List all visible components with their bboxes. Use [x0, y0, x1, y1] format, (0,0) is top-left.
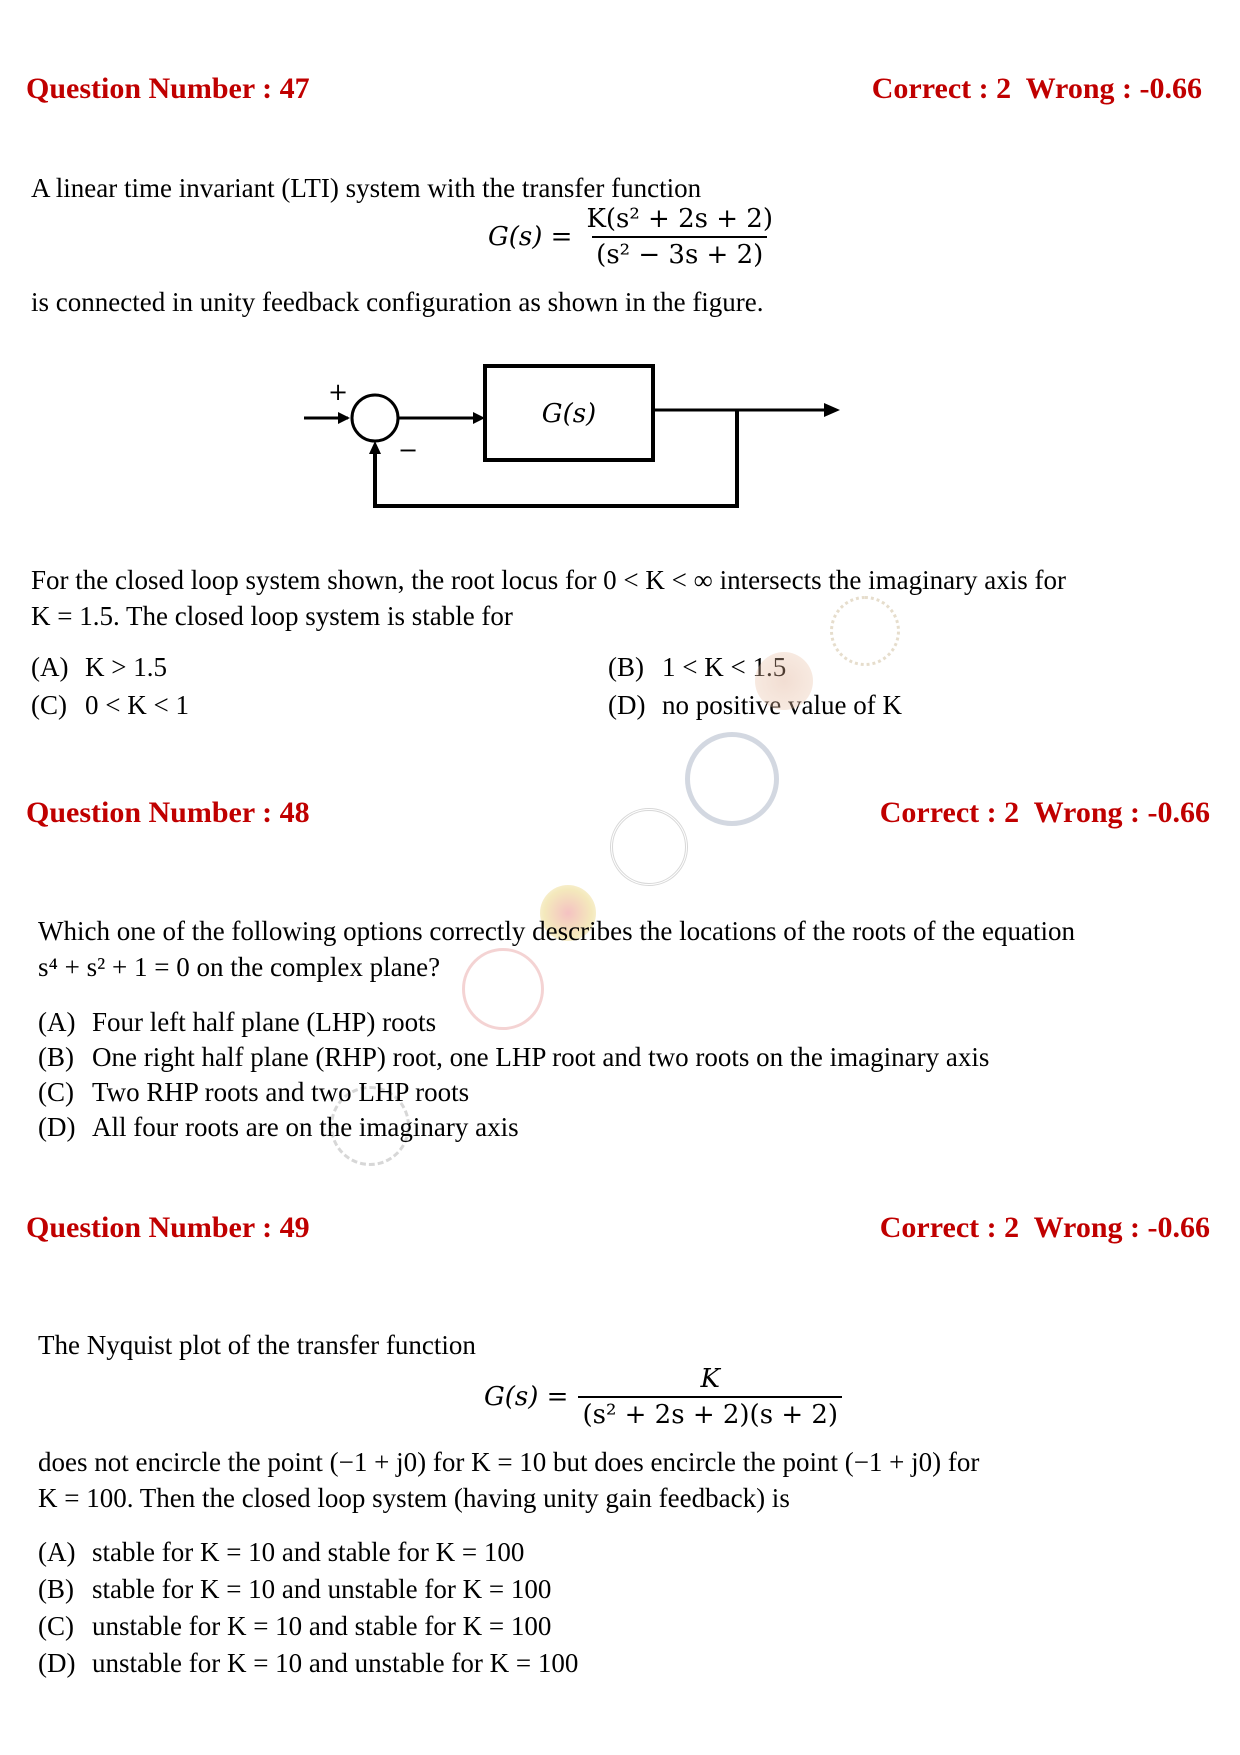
question-body-line-1: For the closed loop system shown, the root locus for 0 < K < ∞ intersects the imaginary axis for: [31, 565, 1067, 595]
marking-scheme: [880, 1211, 1210, 1245]
option-text: All four roots are on the imaginary axis: [92, 1112, 519, 1142]
question-intro: The Nyquist plot of the transfer function: [38, 1330, 476, 1360]
question-body-line-2: K = 1.5. The closed loop system is stable for: [31, 601, 513, 631]
option-text: stable for K = 10 and stable for K = 100: [92, 1537, 525, 1567]
question-48-header: [26, 796, 1210, 830]
option-label: (B): [38, 1042, 74, 1072]
option-text: no positive value of K: [662, 690, 902, 720]
equation-numerator: K: [700, 1364, 720, 1394]
correct-marks: Correct : 2: [871, 72, 1012, 105]
option-label: (C): [31, 690, 67, 720]
transfer-function-equation: [484, 1364, 842, 1430]
option-label: (D): [38, 1112, 76, 1142]
wrong-marks: Wrong : -0.66: [1033, 1211, 1210, 1244]
option-text: K > 1.5: [85, 652, 167, 682]
equation-numerator: K(s² + 2s + 2): [586, 204, 773, 234]
option-label: (C): [38, 1611, 74, 1641]
option-label: (A): [38, 1007, 76, 1037]
equation-fraction: [582, 204, 777, 270]
option-label: (A): [31, 652, 69, 682]
option-text: unstable for K = 10 and unstable for K = 100: [92, 1648, 579, 1678]
equation-denominator: (s² + 2s + 2)(s + 2): [578, 1396, 842, 1430]
option-c: [31, 690, 189, 721]
option-b: [38, 1042, 989, 1073]
question-49-header: [26, 1211, 1210, 1245]
option-text: unstable for K = 10 and stable for K = 100: [92, 1611, 552, 1641]
option-label: (A): [38, 1537, 76, 1567]
transfer-function-equation: [488, 204, 777, 270]
wrong-marks: Wrong : -0.66: [1025, 72, 1202, 105]
question-number: Question Number : 47: [26, 72, 310, 105]
equation-fraction: [578, 1364, 842, 1430]
option-c: [38, 1611, 551, 1642]
option-label: (B): [608, 652, 644, 682]
question-body-line-2: s⁴ + s² + 1 = 0 on the complex plane?: [38, 952, 441, 982]
option-text: Two RHP roots and two LHP roots: [92, 1077, 470, 1107]
summing-junction: [352, 395, 398, 441]
question-47-header: [26, 72, 1202, 106]
output-arrowhead: [824, 403, 840, 417]
option-text: 1 < K < 1.5: [662, 652, 787, 682]
watermark-seal-icon: [462, 948, 544, 1030]
question-body-line-1: does not encircle the point (−1 + j0) for K = 10 but does encircle the point (−1 + j0) for: [38, 1447, 980, 1477]
feedback-block-diagram: [300, 350, 860, 520]
option-b: [38, 1574, 551, 1605]
equation-denominator: (s² − 3s + 2): [592, 236, 767, 270]
option-text: Four left half plane (LHP) roots: [92, 1007, 437, 1037]
watermark-seal-icon: [830, 596, 900, 666]
question-body-line-2: K = 100. Then the closed loop system (having unity gain feedback) is: [38, 1483, 790, 1513]
option-d: [38, 1648, 578, 1679]
option-label: (D): [608, 690, 646, 720]
input-arrowhead: [338, 412, 350, 424]
correct-marks: Correct : 2: [879, 1211, 1020, 1244]
question-text-after-equation: is connected in unity feedback configuration as shown in the figure.: [31, 287, 764, 317]
wrong-marks: Wrong : -0.66: [1033, 796, 1210, 829]
block-label: G(s): [541, 399, 597, 429]
option-d: [608, 690, 902, 721]
option-label: (B): [38, 1574, 74, 1604]
option-label: (C): [38, 1077, 74, 1107]
option-d: [38, 1112, 519, 1143]
option-label: (D): [38, 1648, 76, 1678]
marking-scheme: [872, 72, 1202, 106]
question-number: Question Number : 48: [26, 796, 310, 829]
question-body-line-1: Which one of the following options correctly describes the locations of the roots of the equation: [38, 916, 1075, 946]
question-intro: A linear time invariant (LTI) system with the transfer function: [31, 173, 702, 203]
option-a: [31, 652, 167, 683]
option-a: [38, 1007, 436, 1038]
marking-scheme: [880, 796, 1210, 830]
option-text: 0 < K < 1: [85, 690, 189, 720]
plus-sign: +: [328, 378, 349, 406]
feedback-arrowhead: [369, 441, 381, 454]
question-number: Question Number : 49: [26, 1211, 310, 1244]
equation-lhs: G(s) =: [488, 222, 573, 252]
option-a: [38, 1537, 524, 1568]
option-text: One right half plane (RHP) root, one LHP root and two roots on the imaginary axis: [92, 1042, 990, 1072]
equation-lhs: G(s) =: [484, 1382, 569, 1412]
correct-marks: Correct : 2: [879, 796, 1020, 829]
watermark-seal-icon: [755, 652, 813, 710]
minus-sign: −: [398, 436, 419, 464]
option-text: stable for K = 10 and unstable for K = 100: [92, 1574, 552, 1604]
option-c: [38, 1077, 469, 1108]
